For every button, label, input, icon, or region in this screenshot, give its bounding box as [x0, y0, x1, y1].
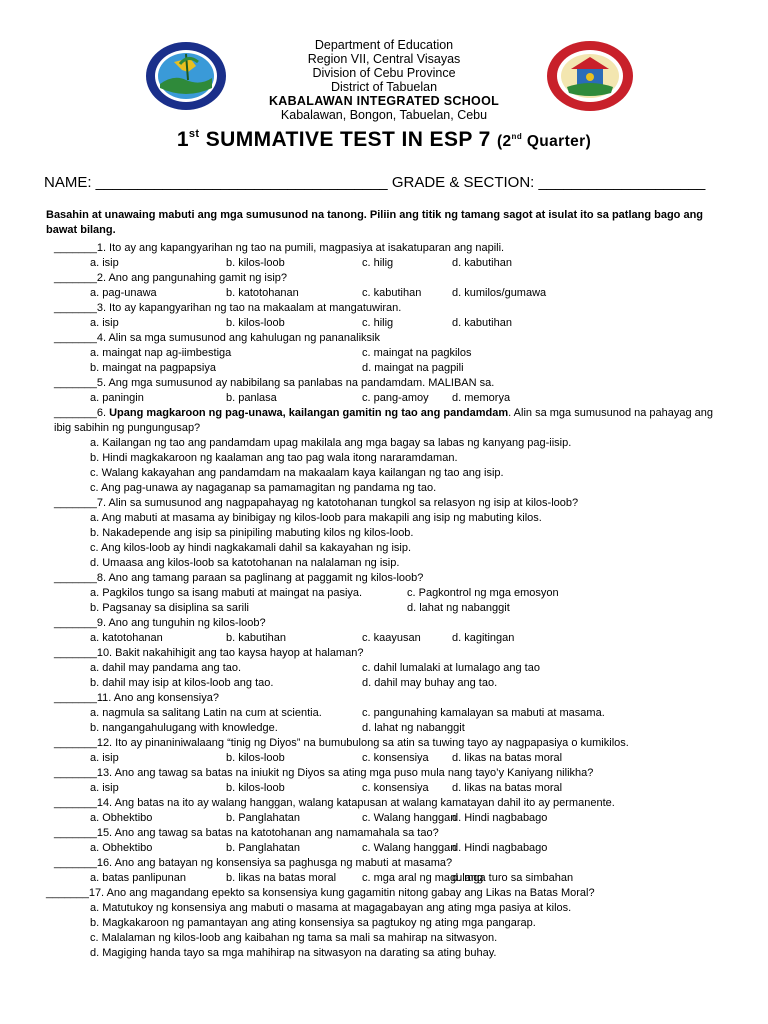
- choice-row: [0, 466, 768, 481]
- question-stem: _______11. Ano ang konsensiya?: [54, 692, 219, 704]
- question-stem: _______16. Ano ang batayan ng konsensiya sa paghusga ng mabuti at masama?: [54, 857, 453, 869]
- choice-row: [0, 586, 768, 601]
- choice-row: [0, 601, 768, 616]
- choice-row: [0, 916, 768, 931]
- choice-b: b. nangangahulugang with knowledge.: [90, 722, 278, 734]
- choice-a: a. Kailangan ng tao ang pandamdam upag makilala ang mga bagay sa labas ng kanyang pag-iisip.: [90, 437, 572, 449]
- question-stem: _______8. Ano ang tamang paraan sa paglinang at paggamit ng kilos-loob?: [54, 572, 424, 584]
- title-ordinal: 1: [176, 128, 189, 151]
- choice-c: c. konsensiya: [362, 752, 429, 764]
- choice-row: [0, 436, 768, 451]
- question-stem: _______12. Ito ay pinaniniwalaang “tinig ng Diyos” na bumubulong sa atin sa tuwing tayo ay nagpapasiya o kumikilos.: [54, 737, 629, 749]
- choice-b: b. likas na batas moral: [226, 872, 337, 884]
- district-name: District of Tabuelan: [330, 80, 438, 94]
- choice-row: [0, 511, 768, 526]
- choice-d: d. lahat ng nabanggit: [362, 722, 465, 734]
- choice-row: [0, 901, 768, 916]
- question-list: [0, 241, 768, 961]
- school-name: KABALAWAN INTEGRATED SCHOOL: [268, 94, 500, 108]
- choice-a: a. katotohanan: [90, 632, 163, 644]
- choice-row: [0, 391, 768, 406]
- choice-c: c. Walang hanggan: [362, 842, 457, 854]
- choice-b: b. kilos-loob: [226, 752, 285, 764]
- choice-a: a. batas panlipunan: [90, 872, 187, 884]
- choice-b: b. panlasa: [226, 392, 277, 404]
- choice-a: a. isip: [90, 782, 119, 794]
- choice-a: a. Pagkilos tungo sa isang mabuti at maingat na pasiya.: [90, 587, 363, 599]
- choice-d: d. kabutihan: [452, 257, 512, 269]
- choice-a: a. pag-unawa: [90, 287, 157, 299]
- choice-row: [0, 541, 768, 556]
- choice-row: [0, 361, 768, 376]
- choice-a: a. isip: [90, 752, 119, 764]
- choice-d: d. Umaasa ang kilos-loob sa katotohanan na nalalaman ng isip.: [90, 557, 400, 569]
- choice-b: b. kabutihan: [226, 632, 286, 644]
- choice-c: c. mga aral ng magulang: [362, 872, 484, 884]
- choice-row: [0, 721, 768, 736]
- choice-b: b. Pagsanay sa disiplina sa sarili: [90, 602, 249, 614]
- choice-c: c. konsensiya: [362, 782, 429, 794]
- choice-a: a. maingat nap ag-iimbestiga: [90, 347, 232, 359]
- choice-b: b. Nakadepende ang isip sa pinipiling mabuting kilos ng kilos-loob.: [90, 527, 414, 539]
- question-stem: _______5. Ang mga sumusunod ay nabibilang sa panlabas na pandamdam. MALIBAN sa.: [54, 377, 495, 389]
- choice-a: a. Matutukoy ng konsensiya ang mabuti o masama at magagabayan ang ating mga pasiya at kilos.: [90, 902, 572, 914]
- question-7: [0, 496, 768, 511]
- choice-d: d. Hindi nagbabago: [452, 812, 548, 824]
- question-stem: _______3. Ito ay kapangyarihan ng tao na makaalam at mangatuwiran.: [54, 302, 402, 314]
- question-5: [0, 376, 768, 391]
- question-10: [0, 646, 768, 661]
- question-stem: _______14. Ang batas na ito ay walang hanggan, walang katapusan at walang kamatayan dahil ito ay permanente.: [54, 797, 615, 809]
- question-4: [0, 331, 768, 346]
- choice-row: [0, 781, 768, 796]
- choice-a: a. nagmula sa salitang Latin na cum at scientia.: [90, 707, 322, 719]
- title-main: SUMMATIVE TEST IN ESP 7: [199, 128, 497, 151]
- choice-b: b. Panglahatan: [226, 812, 301, 824]
- choice-b: b. katotohanan: [226, 287, 299, 299]
- choice-c: c. kabutihan: [362, 287, 422, 299]
- choice-d: d. memorya: [452, 392, 511, 404]
- choice-c: c. kaayusan: [362, 632, 421, 644]
- question-stem: _______9. Ano ang tunguhin ng kilos-loob?: [54, 617, 266, 629]
- choice-d: d. mga turo sa simbahan: [452, 872, 574, 884]
- choice-a: a. dahil may pandama ang tao.: [90, 662, 242, 674]
- choice-d: d. kabutihan: [452, 317, 512, 329]
- choice-row: [0, 661, 768, 676]
- choice-d: d. Hindi nagbabago: [452, 842, 548, 854]
- choice-row: [0, 286, 768, 301]
- region-name: Region VII, Central Visayas: [307, 52, 461, 66]
- choice-c: c. Ang kilos-loob ay hindi nagkakamali dahil sa kakayahan ng isip.: [90, 542, 412, 554]
- title-quarter: (2nd Quarter): [496, 132, 592, 150]
- choice-d: d. likas na batas moral: [452, 782, 563, 794]
- choice-b: b. Hindi magkakaroon ng kaalaman ang tao pag wala itong nararamdaman.: [90, 452, 458, 464]
- question-14: [0, 796, 768, 811]
- question-stem: _______7. Alin sa sumusunod ang nagpapahayag ng katotohanan tungkol sa relasyon ng isip at kilos-loob?: [54, 497, 579, 509]
- choice-d: d. dahil may buhay ang tao.: [362, 677, 498, 689]
- name-grade-section-line[interactable]: NAME: ___________________________________ GRADE & SECTION: ____________________: [44, 174, 706, 191]
- question-15: [0, 826, 768, 841]
- question-2: [0, 271, 768, 286]
- choice-row: [0, 556, 768, 571]
- choice-c: c. hilig: [362, 317, 394, 329]
- question-stem: _______6. Upang magkaroon ng pag-unawa, kailangan gamitin ng tao ang pandamdam. Alin sa mga sumusunod na pahayag ang ibig sabihin ng pungungusap?: [54, 407, 714, 434]
- choice-a: a. paningin: [90, 392, 144, 404]
- question-stem: _______13. Ano ang tawag sa batas na iniukit ng Diyos sa ating mga puso mula nang tayo’y Kaniyang nilikha?: [54, 767, 594, 779]
- choice-row: [0, 316, 768, 331]
- choice-d: d. likas na batas moral: [452, 752, 563, 764]
- instructions: Basahin at unawaing mabuti ang mga sumusunod na tanong. Piliin ang titik ng tamang sagot at isulat ito sa patlang bago ang bawat bilang.: [46, 209, 704, 236]
- question-stem: _______2. Ano ang pangunahing gamit ng isip?: [54, 272, 288, 284]
- choice-b: b. Panglahatan: [226, 842, 301, 854]
- choice-d: d. lahat ng nabanggit: [407, 602, 510, 614]
- choice-b: b. kilos-loob: [226, 317, 285, 329]
- school-address: Kabalawan, Bongon, Tabuelan, Cebu: [280, 108, 488, 122]
- choice-b: b. kilos-loob: [226, 782, 285, 794]
- question-6: [0, 406, 768, 436]
- question-stem: _______15. Ano ang tawag sa batas na katotohanan ang namamahala sa tao?: [54, 827, 439, 839]
- choice-row: [0, 811, 768, 826]
- choice-d: d. kumilos/gumawa: [452, 287, 547, 299]
- question-stem: _______10. Bakit nakahihigit ang tao kaysa hayop at halaman?: [54, 647, 364, 659]
- choice-d: d. kagitingan: [452, 632, 515, 644]
- choice-row: [0, 871, 768, 886]
- choice-row: [0, 931, 768, 946]
- title-ordinal-suffix: st: [188, 128, 200, 140]
- choice-c: c. maingat na pagkilos: [362, 347, 472, 359]
- choice-c: c. Malalaman ng kilos-loob ang kaibahan ng tama sa mali sa mahirap na sitwasyon.: [90, 932, 498, 944]
- choice-a: a. Ang mabuti at masama ay binibigay ng kilos-loob para makapili ang isip ng mabuting kilos.: [90, 512, 542, 524]
- question-16: [0, 856, 768, 871]
- question-1: [0, 241, 768, 256]
- question-11: [0, 691, 768, 706]
- choice-c: c. pangunahing kamalayan sa mabuti at masama.: [362, 707, 605, 719]
- choice-b: b. maingat na pagpapsiya: [90, 362, 216, 374]
- choice-row: [0, 751, 768, 766]
- quoted-statement: Upang magkaroon ng pag-unawa, kailangan gamitin ng tao ang pandamdam: [109, 407, 509, 419]
- choice-row: [0, 841, 768, 856]
- choice-row: [0, 706, 768, 721]
- choice-row: [0, 526, 768, 541]
- choice-d: d. Magiging handa tayo sa mga mahihirap na sitwasyon na darating sa ating buhay.: [90, 947, 497, 959]
- question-9: [0, 616, 768, 631]
- department-name: Department of Education: [314, 38, 454, 52]
- division-name: Division of Cebu Province: [312, 66, 456, 80]
- choice-row: [0, 631, 768, 646]
- question-12: [0, 736, 768, 751]
- question-13: [0, 766, 768, 781]
- choice-a: a. Obhektibo: [90, 842, 153, 854]
- question-stem: _______17. Ano ang magandang epekto sa konsensiya kung gagamitin nitong gabay ang Likas na Batas Moral?: [46, 887, 595, 899]
- choice-d: d. maingat na pagpili: [362, 362, 464, 374]
- question-stem: _______4. Alin sa mga sumusunod ang kahulugan ng pananaliksik: [54, 332, 380, 344]
- choice-row: [0, 346, 768, 361]
- choice-row: [0, 256, 768, 271]
- choice-row: [0, 481, 768, 496]
- choice-d: c. Ang pag-unawa ay nagaganap sa pamamagitan ng pandama ng tao.: [90, 482, 437, 494]
- choice-b: b. dahil may isip at kilos-loob ang tao.: [90, 677, 274, 689]
- choice-row: [0, 676, 768, 691]
- choice-c: c. Pagkontrol ng mga emosyon: [407, 587, 559, 599]
- choice-row: [0, 946, 768, 961]
- question-3: [0, 301, 768, 316]
- choice-c: c. Walang kakayahan ang pandamdam na makaalam kaya kailangan ng tao ang isip.: [90, 467, 504, 479]
- choice-c: c. Walang hanggan: [362, 812, 457, 824]
- choice-b: b. Magkakaroon ng pamantayan ang ating konsensiya sa pagtukoy ng ating mga pangarap.: [90, 917, 536, 929]
- choice-row: [0, 451, 768, 466]
- choice-b: b. kilos-loob: [226, 257, 285, 269]
- letterhead: [0, 38, 768, 122]
- question-17: [0, 886, 768, 901]
- choice-a: a. Obhektibo: [90, 812, 153, 824]
- choice-a: a. isip: [90, 317, 119, 329]
- test-title: [0, 128, 768, 152]
- question-stem: _______1. Ito ay ang kapangyarihan ng tao na pumili, magpasiya at isakatuparan ang napili.: [54, 242, 505, 254]
- question-8: [0, 571, 768, 586]
- choice-c: c. hilig: [362, 257, 394, 269]
- choice-a: a. isip: [90, 257, 119, 269]
- choice-c: c. dahil lumalaki at lumalago ang tao: [362, 662, 540, 674]
- choice-c: c. pang-amoy: [362, 392, 429, 404]
